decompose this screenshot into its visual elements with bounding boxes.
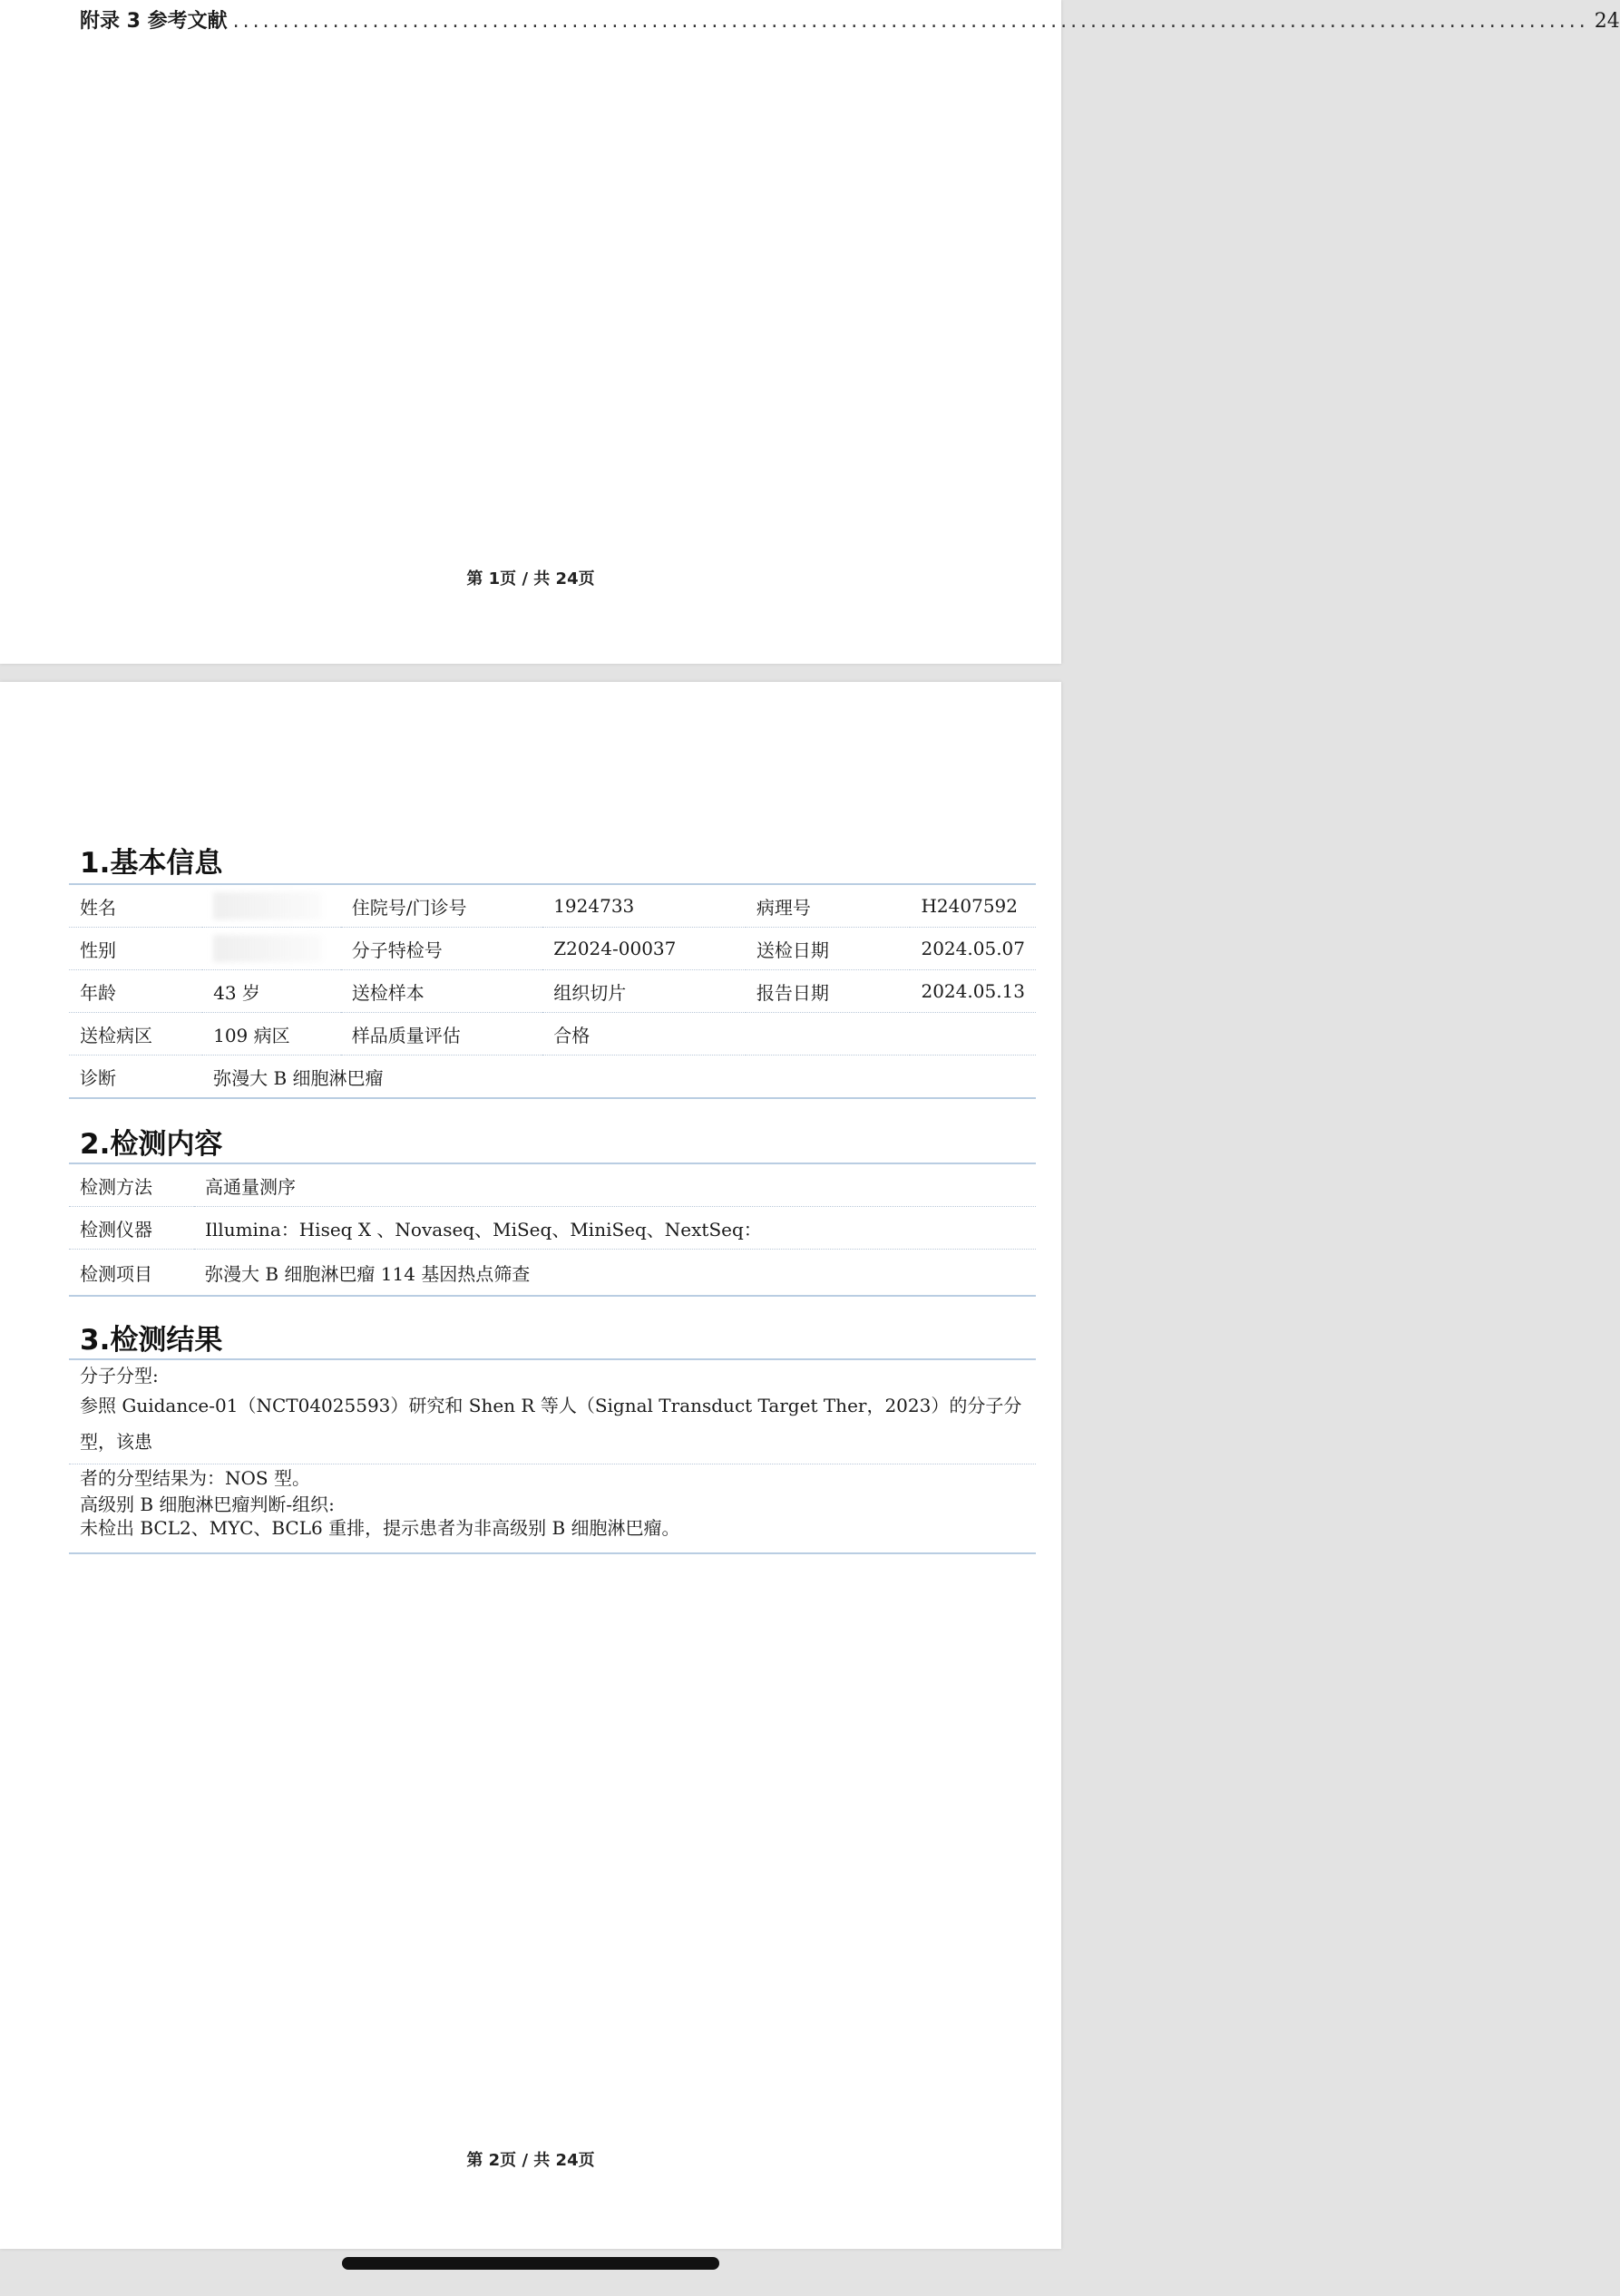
result-text: 参照 Guidance-01（NCT04025593）研究和 Shen R 等人（Signal Transduct Target Ther，2023）的分子分型，该患 (80, 1395, 1022, 1453)
patient-name-redacted (202, 885, 341, 928)
table-cell: 年龄 (69, 970, 202, 1013)
document-page-1 (0, 0, 1620, 664)
table-cell: Illumina：Hiseq X 、Novaseq、MiSeq、MiniSeq、NextSeq： (194, 1207, 1036, 1250)
table-cell: 检测项目 (69, 1250, 194, 1297)
table-cell: 组织切片 (542, 970, 746, 1013)
section-title-test-content: 2.检测内容 (80, 1128, 223, 1161)
table-row (69, 1013, 1036, 1056)
document-page-2 (0, 682, 1061, 2249)
table-cell: 送检样本 (341, 970, 543, 1013)
table-cell: 检测方法 (69, 1164, 194, 1207)
high-grade-lymphoma-result (80, 1493, 1034, 1540)
section-title-test-results: 3.检测结果 (80, 1324, 223, 1357)
table-row (69, 928, 1036, 970)
home-indicator[interactable] (342, 2257, 719, 2270)
page-footer: 第 1页 / 共 24页 (466, 569, 595, 589)
result-text: 者的分型结果为：NOS 型。 (80, 1467, 310, 1489)
table-row (69, 885, 1036, 928)
table-cell: 分子特检号 (341, 928, 543, 970)
table-cell: 姓名 (69, 885, 202, 928)
table-row (69, 1056, 1036, 1099)
table-cell: 43 岁 (202, 970, 341, 1013)
table-row (69, 1207, 1036, 1250)
table-cell: 住院号/门诊号 (341, 885, 543, 928)
toc-entry-references[interactable] (80, 5, 1620, 34)
basic-info-table (69, 885, 1036, 1099)
table-cell (910, 1013, 1036, 1056)
table-cell: 合格 (542, 1013, 746, 1056)
page-footer: 第 2页 / 共 24页 (466, 2151, 595, 2170)
table-cell: 109 病区 (202, 1013, 341, 1056)
table-row (69, 1164, 1036, 1207)
section-rule (69, 1552, 1036, 1554)
table-cell: 报告日期 (746, 970, 911, 1013)
result-text: 未检出 BCL2、MYC、BCL6 重排，提示患者为非高级别 B 细胞淋巴瘤。 (80, 1517, 680, 1539)
table-cell: 2024.05.07 (910, 928, 1036, 970)
table-cell: 送检日期 (746, 928, 911, 970)
table-cell: 检测仪器 (69, 1207, 194, 1250)
toc-entry-page-number: 24 (1594, 10, 1620, 33)
test-content-table (69, 1164, 1036, 1297)
section-title-basic-info: 1.基本信息 (80, 847, 223, 880)
table-cell: 性别 (69, 928, 202, 970)
table-cell (746, 1013, 911, 1056)
table-cell: 送检病区 (69, 1013, 202, 1056)
table-cell: 诊断 (69, 1056, 202, 1099)
table-row (69, 1250, 1036, 1297)
table-cell: 弥漫大 B 细胞淋巴瘤 114 基因热点筛查 (194, 1250, 1036, 1297)
table-cell: H2407592 (910, 885, 1036, 928)
result-heading: 分子分型: (80, 1365, 159, 1386)
molecular-typing-result (80, 1364, 1034, 1496)
result-heading: 高级别 B 细胞淋巴瘤判断-组织: (80, 1493, 335, 1515)
table-row (69, 970, 1036, 1013)
toc-entry-label: 附录 3 参考文献 (80, 10, 228, 33)
table-cell: 2024.05.13 (910, 970, 1036, 1013)
patient-gender-redacted (202, 928, 341, 970)
table-cell: Z2024-00037 (542, 928, 746, 970)
section-rule (69, 1358, 1036, 1360)
table-cell: 高通量测序 (194, 1164, 1036, 1207)
table-cell: 1924733 (542, 885, 746, 928)
table-cell: 病理号 (746, 885, 911, 928)
diagnosis-value: 弥漫大 B 细胞淋巴瘤 (202, 1056, 1036, 1099)
toc-leader-dots: ........................................................................................................................................ (232, 10, 1589, 33)
table-cell: 样品质量评估 (341, 1013, 543, 1056)
